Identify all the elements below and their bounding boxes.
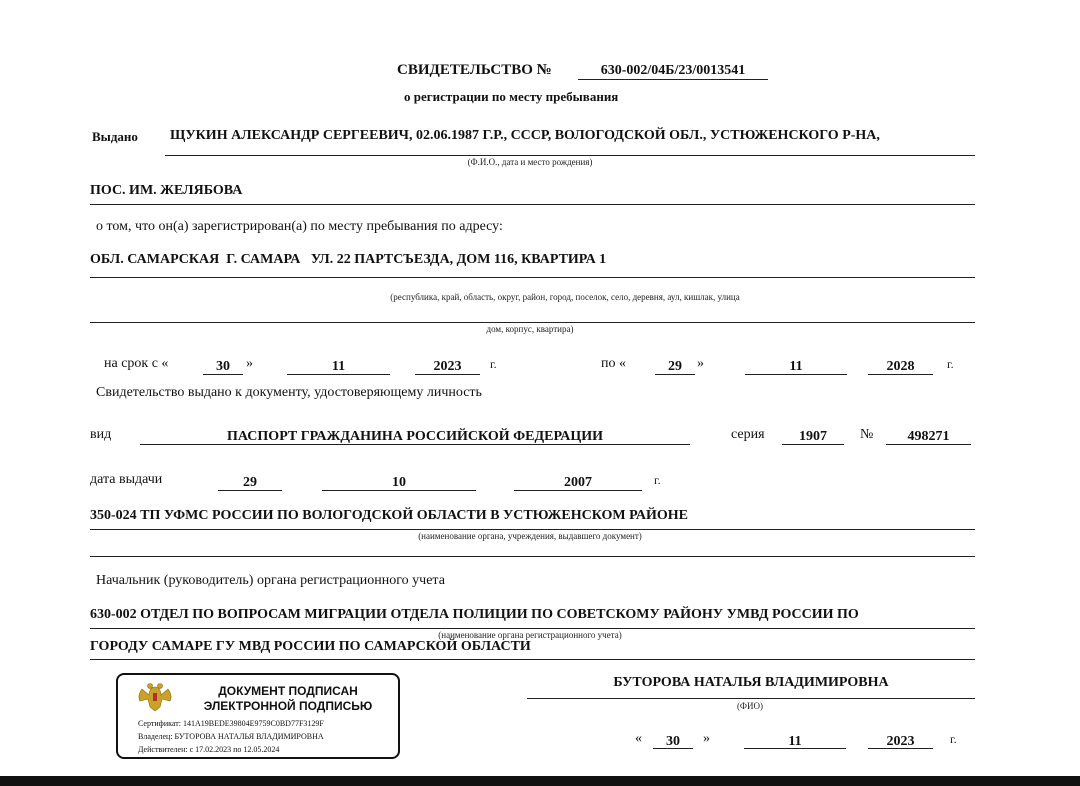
period-from-day: 30: [216, 359, 230, 374]
issued-person: ЩУКИН АЛЕКСАНДР СЕРГЕЕВИЧ, 02.06.1987 Г.Р., СССР, ВОЛОГОДСКОЙ ОБЛ., УСТЮЖЕНСКОГО Р-НА,: [170, 128, 880, 143]
from-year-underline: [415, 374, 480, 375]
period-to-year: 2028: [886, 359, 915, 374]
period-from-year-suffix: г.: [490, 357, 497, 371]
issue-year: 2007: [564, 475, 592, 490]
registration-org-line-2: ГОРОДУ САМАРЕ ГУ МВД РОССИИ ПО САМАРСКОЙ ОБЛАСТИ: [90, 639, 531, 654]
signer-name: БУТОРОВА НАТАЛЬЯ ВЛАДИМИРОВНА: [613, 675, 889, 690]
from-month-underline: [287, 374, 390, 375]
certificate-number: 630-002/04Б/23/0013541: [600, 63, 746, 78]
stamp-certificate: Сертификат: 141A19BEDE39804E9759C0BD77F3129F: [138, 719, 324, 728]
signer-caption: (ФИО): [736, 701, 764, 711]
stamp-title-line-2: ЭЛЕКТРОННОЙ ПОДПИСЬЮ: [203, 699, 373, 713]
sign-month-underline: [744, 748, 846, 749]
stamp-owner: Владелец: БУТОРОВА НАТАЛЬЯ ВЛАДИМИРОВНА: [138, 732, 324, 741]
period-to-label: по «: [601, 356, 626, 371]
document-series-label: серия: [731, 427, 765, 442]
period-to-month: 11: [789, 359, 803, 374]
issue-day-underline: [218, 490, 282, 491]
period-to-year-suffix: г.: [947, 357, 954, 371]
document-kind-label: вид: [90, 427, 112, 442]
sign-year: 2023: [886, 734, 915, 749]
to-year-underline: [868, 374, 933, 375]
issue-month-underline: [322, 490, 476, 491]
document-number: 498271: [907, 429, 950, 444]
issue-day: 29: [243, 475, 257, 490]
period-from-year: 2023: [433, 359, 462, 374]
issue-date-label: дата выдачи: [90, 472, 163, 487]
sign-year-underline: [868, 748, 933, 749]
issued-caption: (Ф.И.О., дата и место рождения): [467, 157, 593, 167]
issue-year-suffix: г.: [654, 473, 661, 487]
sign-date-quote-close: »: [703, 731, 710, 746]
document-intro: Свидетельство выдано к документу, удостоверяющему личность: [96, 385, 482, 400]
stamp-valid: Действителен: с 17.02.2023 по 12.05.2024: [138, 745, 280, 754]
sign-year-suffix: г.: [950, 732, 957, 746]
document-kind: ПАСПОРТ ГРАЖДАНИНА РОССИЙСКОЙ ФЕДЕРАЦИИ: [227, 429, 603, 444]
period-from-quote: »: [246, 356, 253, 371]
address-caption-2: дом, корпус, квартира): [486, 324, 574, 334]
document-series-underline: [782, 444, 844, 445]
document-number-underline: [886, 444, 971, 445]
to-month-underline: [745, 374, 847, 375]
document-number-label: №: [860, 427, 874, 442]
sign-month: 11: [788, 734, 802, 749]
certificate-subtitle: о регистрации по месту пребывания: [404, 89, 619, 104]
issued-label: Выдано: [92, 129, 138, 144]
period-to-quote: »: [697, 356, 704, 371]
electronic-signature-stamp: [116, 673, 400, 759]
to-day-underline: [655, 374, 695, 375]
address-caption-1: (республика, край, область, округ, район, город, поселок, село, деревня, аул, кишлак, улица: [390, 292, 740, 302]
org-underline-2: [90, 659, 975, 660]
number-underline: [578, 79, 768, 80]
issue-year-underline: [514, 490, 642, 491]
issued-underline-2: [90, 204, 975, 205]
from-day-underline: [203, 374, 243, 375]
address-intro: о том, что он(а) зарегистрирован(а) по месту пребывания по адресу:: [96, 219, 503, 234]
sign-date-quote-open: «: [635, 731, 642, 746]
sign-day-underline: [653, 748, 693, 749]
period-from-label: на срок с «: [104, 356, 169, 371]
address-underline: [90, 277, 975, 278]
bottom-edge-bar: [0, 776, 1080, 786]
document-series: 1907: [799, 429, 827, 444]
head-label: Начальник (руководитель) органа регистрационного учета: [96, 573, 445, 588]
authority-caption: (наименование органа, учреждения, выдавшего документ): [418, 531, 642, 541]
registration-org-line-1: 630-002 ОТДЕЛ ПО ВОПРОСАМ МИГРАЦИИ ОТДЕЛА ПОЛИЦИИ ПО СОВЕТСКОМУ РАЙОНУ УМВД РОССИИ ПО: [90, 607, 859, 622]
period-to-day: 29: [668, 359, 682, 374]
stamp-title-line-1: ДОКУМЕНТ ПОДПИСАН: [218, 684, 358, 698]
period-from-month: 11: [331, 359, 346, 374]
signer-underline: [527, 698, 975, 699]
issued-person-continued: ПОС. ИМ. ЖЕЛЯБОВА: [90, 183, 243, 198]
address-underline-2: [90, 322, 975, 323]
issuing-authority: 350-024 ТП УФМС РОССИИ ПО ВОЛОГОДСКОЙ ОБЛАСТИ В УСТЮЖЕНСКОМ РАЙОНЕ: [90, 508, 689, 523]
document-kind-underline: [140, 444, 690, 445]
issue-month: 10: [392, 475, 406, 490]
org-underline-1: [90, 628, 975, 629]
double-headed-eagle-icon: [132, 681, 178, 713]
registration-org-caption: (наименование органа регистрационного учета): [438, 630, 622, 640]
certificate-title: СВИДЕТЕЛЬСТВО №: [397, 62, 552, 78]
address-value: ОБЛ. САМАРСКАЯ Г. САМАРА УЛ. 22 ПАРТСЪЕЗДА, ДОМ 116, КВАРТИРА 1: [90, 252, 607, 267]
authority-underline-2: [90, 556, 975, 557]
authority-underline: [90, 529, 975, 530]
issued-underline: [165, 155, 975, 156]
sign-day: 30: [666, 734, 680, 749]
